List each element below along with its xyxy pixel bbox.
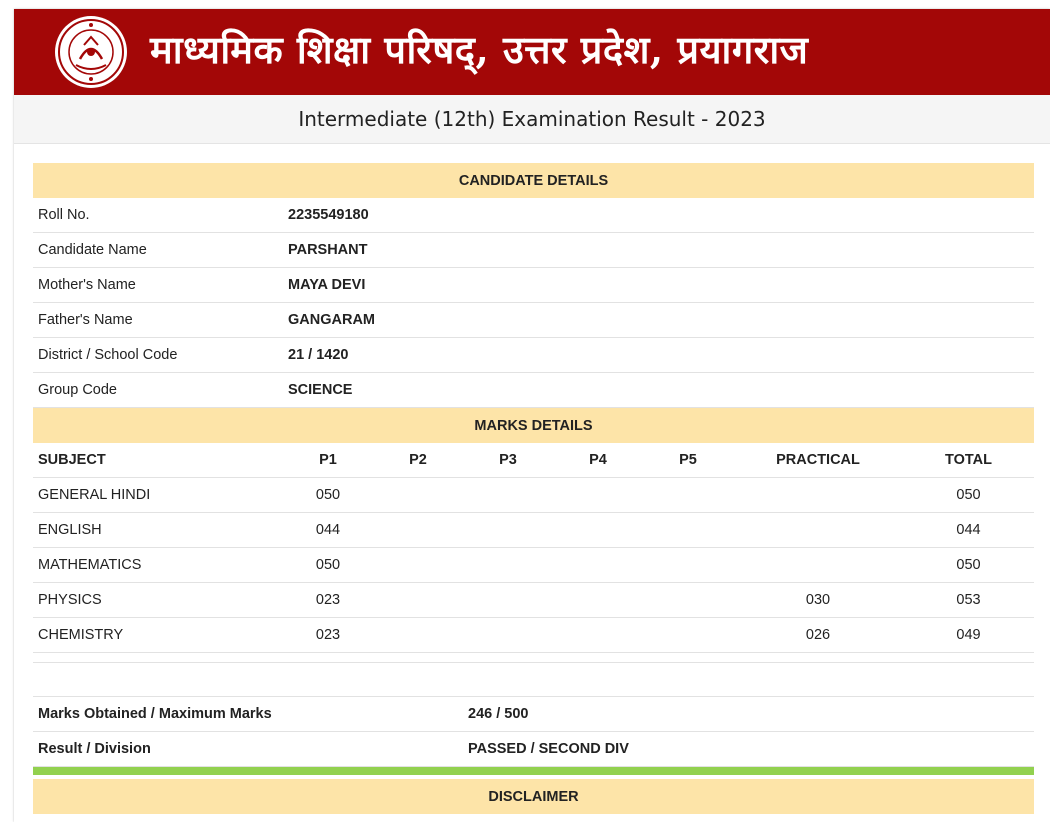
marks-obtained-row [33,697,1034,732]
candidate-detail-value: GANGARAM [283,303,1034,338]
marks-section-title: MARKS DETAILS [33,408,1034,444]
result-table [33,163,1034,814]
subject-marks-row [33,548,1034,583]
candidate-detail-value: SCIENCE [283,373,1034,408]
marks-cell-p5 [643,513,733,548]
col-p4: P4 [553,443,643,478]
marks-cell-total: 044 [903,513,1034,548]
candidate-detail-label: Mother's Name [33,268,283,303]
marks-cell-total: 049 [903,618,1034,653]
candidate-section-title: CANDIDATE DETAILS [33,163,1034,198]
col-p2: P2 [373,443,463,478]
exam-title-bar [14,95,1050,144]
marks-cell-p1: 023 [283,618,373,653]
marks-cell-subject: GENERAL HINDI [33,478,283,513]
marks-cell-total: 053 [903,583,1034,618]
subject-marks-row [33,583,1034,618]
result-status-bar [33,767,1034,776]
marks-cell-p4 [553,618,643,653]
candidate-detail-label: Roll No. [33,198,283,233]
marks-cell-practical: 026 [733,618,903,653]
result-division-value: PASSED / SECOND DIV [463,732,1034,767]
result-content [14,144,1050,814]
candidate-detail-row [33,268,1034,303]
subject-marks-row [33,618,1034,653]
marks-cell-total: 050 [903,548,1034,583]
marks-cell-p1: 023 [283,583,373,618]
marks-cell-p1: 050 [283,548,373,583]
marks-obtained-label: Marks Obtained / Maximum Marks [33,697,463,732]
candidate-detail-row [33,303,1034,338]
header-banner [14,9,1050,95]
marks-cell-p5 [643,583,733,618]
candidate-detail-value: PARSHANT [283,233,1034,268]
marks-column-header-row [33,443,1034,478]
disclaimer-section-header [33,779,1034,814]
candidate-detail-label: District / School Code [33,338,283,373]
marks-cell-subject: PHYSICS [33,583,283,618]
marks-cell-p3 [463,513,553,548]
marks-cell-practical [733,478,903,513]
candidate-section-header [33,163,1034,198]
marks-cell-practical: 030 [733,583,903,618]
marks-cell-p2 [373,548,463,583]
marks-cell-p4 [553,583,643,618]
subject-marks-row [33,513,1034,548]
spacer-row [33,653,1034,663]
marks-section-header [33,408,1034,444]
candidate-detail-row [33,338,1034,373]
candidate-detail-value: 21 / 1420 [283,338,1034,373]
spacer-row [33,663,1034,697]
marks-cell-p3 [463,478,553,513]
marks-cell-practical [733,513,903,548]
result-division-label: Result / Division [33,732,463,767]
up-emblem-logo [54,15,128,89]
candidate-detail-row [33,198,1034,233]
marks-cell-total: 050 [903,478,1034,513]
candidate-detail-row [33,373,1034,408]
subject-marks-row [33,478,1034,513]
marks-cell-p4 [553,513,643,548]
candidate-detail-label: Father's Name [33,303,283,338]
marks-cell-p3 [463,548,553,583]
marks-cell-p5 [643,478,733,513]
marks-cell-p2 [373,513,463,548]
marks-cell-practical [733,548,903,583]
col-practical: PRACTICAL [733,443,903,478]
marks-cell-p5 [643,548,733,583]
marks-cell-subject: ENGLISH [33,513,283,548]
exam-title: Intermediate (12th) Examination Result - 2023 [298,107,766,131]
marks-cell-subject: MATHEMATICS [33,548,283,583]
candidate-detail-label: Candidate Name [33,233,283,268]
candidate-detail-label: Group Code [33,373,283,408]
disclaimer-title: DISCLAIMER [33,779,1034,814]
marks-cell-p2 [373,618,463,653]
col-p1: P1 [283,443,373,478]
result-page [14,9,1050,822]
marks-cell-p2 [373,478,463,513]
candidate-detail-value: 2235549180 [283,198,1034,233]
candidate-detail-row [33,233,1034,268]
marks-cell-p2 [373,583,463,618]
marks-cell-p4 [553,548,643,583]
marks-obtained-value: 246 / 500 [463,697,1034,732]
col-subject: SUBJECT [33,443,283,478]
marks-cell-p5 [643,618,733,653]
col-p3: P3 [463,443,553,478]
marks-cell-p4 [553,478,643,513]
marks-cell-p3 [463,618,553,653]
result-division-row [33,732,1034,767]
marks-cell-p1: 044 [283,513,373,548]
col-p5: P5 [643,443,733,478]
col-total: TOTAL [903,443,1034,478]
marks-cell-subject: CHEMISTRY [33,618,283,653]
marks-cell-p1: 050 [283,478,373,513]
board-title: माध्यमिक शिक्षा परिषद्, उत्तर प्रदेश, प्रयागराज [150,27,809,72]
candidate-detail-value: MAYA DEVI [283,268,1034,303]
marks-cell-p3 [463,583,553,618]
